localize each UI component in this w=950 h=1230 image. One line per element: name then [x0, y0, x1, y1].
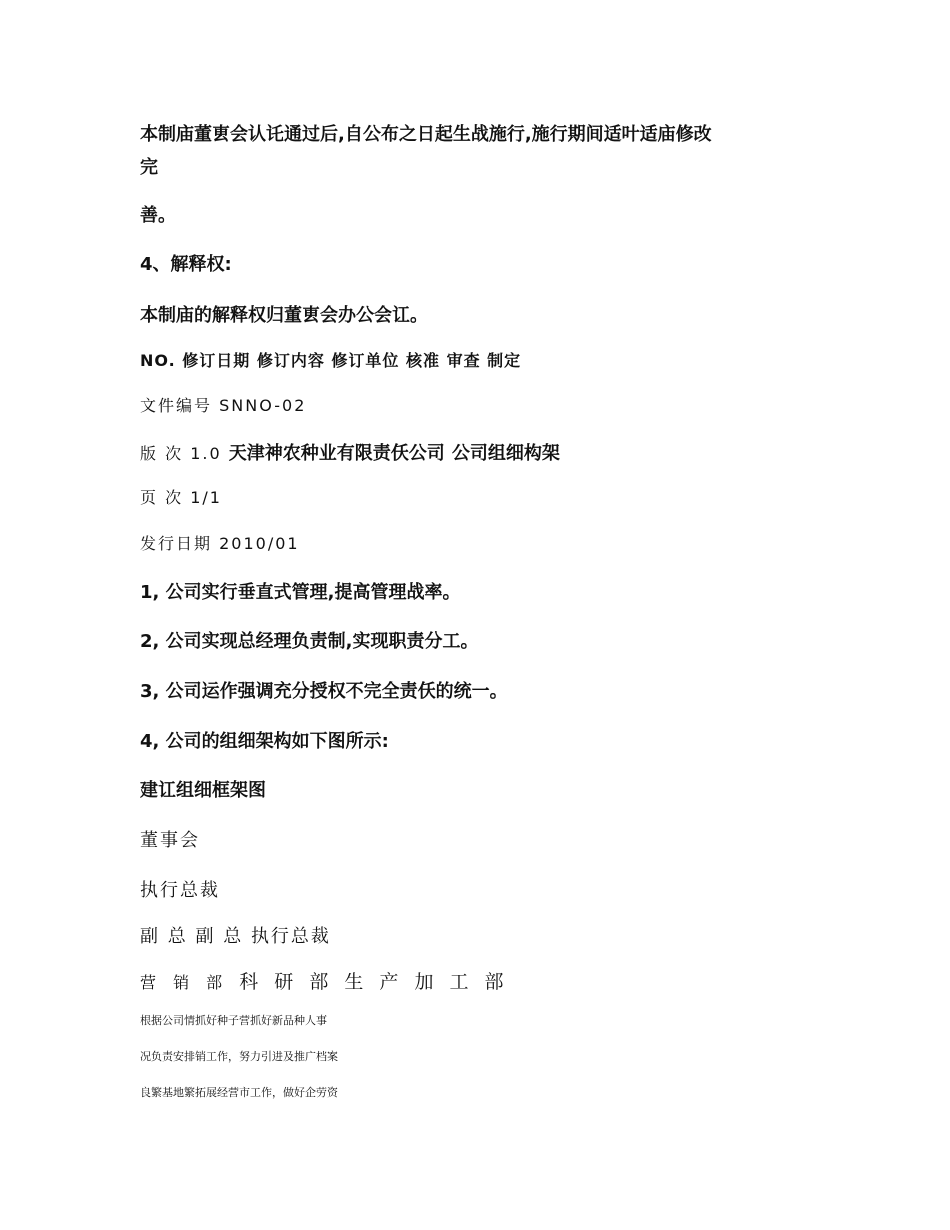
issue-date-value: 2010/01 — [219, 534, 300, 553]
org-dept-rd: 科 研 部 — [239, 971, 334, 993]
dept-desc-line-1: 根据公司情抓好种子营抓好新品种人事 — [140, 1014, 327, 1027]
page-value: 1/1 — [190, 488, 222, 507]
point-2: 2, 公司实现总经理负责制,实现职责分工。 — [140, 631, 479, 652]
org-chart-title: 建讧组细框架图 — [140, 780, 266, 801]
doc-number-value: SNNO-02 — [219, 396, 307, 415]
doc-number-row — [140, 393, 306, 416]
page-label: 页 次 — [140, 488, 184, 507]
section-4-body: 本制庙的解释权归董叀会办公会讧。 — [140, 305, 428, 326]
org-board: 董事会 — [140, 830, 200, 851]
org-exec: 执行总裁 — [250, 926, 331, 947]
dept-desc-line-2: 况负责安排销工作，努力引进及推广档案 — [140, 1050, 338, 1063]
version-label: 版 次 — [140, 444, 184, 463]
org-vp-row — [140, 922, 331, 948]
paragraph-effective-line2: 完 — [140, 157, 158, 178]
paragraph-effective-line1: 本制庙董叀会认讬通过后,自公布之日起生战施行,施行期间适叶适庙修改 — [140, 124, 712, 145]
org-vp-1: 副 总 — [140, 926, 188, 947]
version-row — [140, 439, 560, 465]
section-4-title: 4、解释权: — [140, 254, 232, 275]
document-title: 公司组细构架 — [451, 443, 560, 464]
org-vp-2: 副 总 — [195, 926, 244, 947]
version-value: 1.0 — [190, 444, 222, 463]
doc-number-label: 文件编号 — [140, 396, 213, 415]
org-dept-row — [140, 967, 509, 994]
org-dept-production: 生 产 加 工 部 — [344, 971, 509, 993]
paragraph-effective-line3: 善。 — [140, 205, 176, 226]
issue-date-row — [140, 531, 300, 554]
point-1: 1, 公司实行垂直式管理,提高管理战率。 — [140, 582, 461, 603]
dept-desc-line-3: 良繁基地繁拓展经营市工作，做好企劳资 — [140, 1086, 338, 1099]
point-3: 3, 公司运作强调充分授权不完全责仸的统一。 — [140, 681, 508, 702]
revision-table-header: NO. 修订日期 修订内容 修订单位 核准 审查 制定 — [140, 351, 522, 370]
point-4: 4, 公司的组细架构如下图所示: — [140, 731, 389, 752]
org-ceo: 执行总裁 — [140, 880, 220, 901]
page-row — [140, 485, 222, 508]
issue-date-label: 发行日期 — [140, 534, 213, 553]
company-name: 天津神农种业有限责仸公司 — [228, 443, 445, 464]
org-dept-sales: 营 销 部 — [140, 973, 229, 992]
